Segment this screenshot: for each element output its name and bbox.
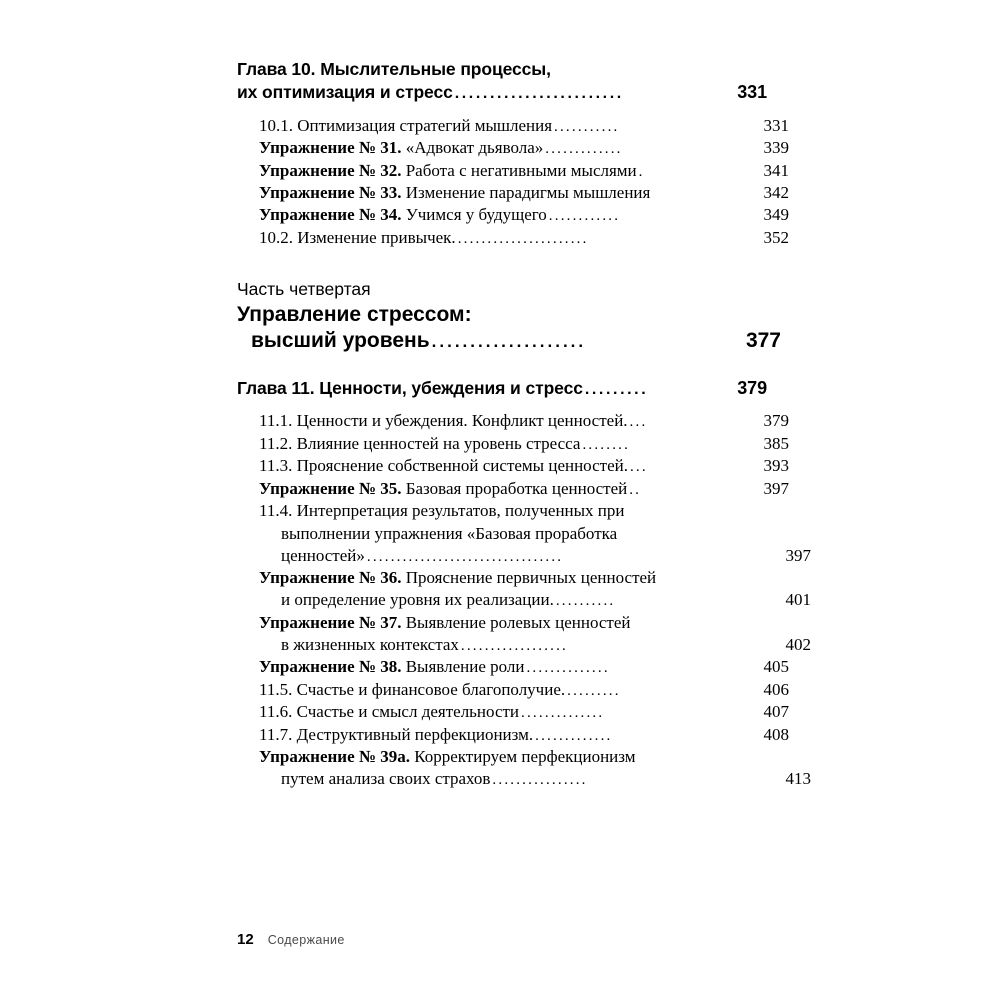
toc-entry-exercise-label: Упражнение № 31. xyxy=(259,138,402,158)
dot-leader: ........................ xyxy=(454,84,624,102)
toc-entry-label xyxy=(259,656,524,678)
toc-entry-page: 397 xyxy=(763,478,789,498)
toc-entry-exercise-label: Упражнение № 38. xyxy=(259,657,402,677)
chapter-11-entries xyxy=(237,410,811,790)
toc-entry-exercise-label: Упражнение № 34. xyxy=(259,205,402,225)
toc-entry-label: в жизненных контекстах xyxy=(281,634,459,654)
toc-entry-label: 11.4. Интерпретация результатов, полученных при xyxy=(259,501,625,521)
dot-leader: .. xyxy=(629,481,642,498)
toc-entry[interactable] xyxy=(237,455,789,478)
toc-entry-label xyxy=(259,478,627,500)
footer-section-label: Содержание xyxy=(267,933,345,947)
chapter-11-page: 379 xyxy=(737,377,767,398)
chapter-11-heading xyxy=(237,377,767,401)
toc-entry[interactable] xyxy=(237,433,789,456)
toc-entry[interactable] xyxy=(237,746,789,768)
toc-entry-label xyxy=(259,567,656,589)
part-four-page: 377 xyxy=(745,329,781,353)
dot-leader: ......... xyxy=(567,682,621,699)
toc-entry-text: Корректируем перфекционизм xyxy=(409,747,636,767)
toc-entry-text: Базовая проработка ценностей xyxy=(401,478,628,498)
toc-entry-label: выполнении упражнения «Базовая проработка xyxy=(281,523,618,543)
toc-entry-text: Учимся у будущего xyxy=(401,205,547,225)
part-four-title-text: высший уровень xyxy=(251,329,430,353)
toc-entry-label xyxy=(259,612,631,634)
toc-entry-page: 402 xyxy=(785,634,811,654)
toc-entry[interactable] xyxy=(237,701,789,724)
toc-entry-page: 339 xyxy=(763,138,789,158)
toc-entry-exercise-label: Упражнение № 37. xyxy=(259,612,402,632)
page-footer xyxy=(237,931,345,948)
dot-leader: ................................. xyxy=(366,548,564,565)
toc-entry[interactable] xyxy=(237,656,789,679)
chapter-11-title: Глава 11. Ценности, убеждения и стресс xyxy=(237,377,583,398)
dot-leader: ............. xyxy=(535,727,613,744)
dot-leader: .......... xyxy=(555,593,616,610)
toc-entry-page: 397 xyxy=(785,545,811,565)
dot-leader: .............. xyxy=(521,705,605,722)
table-of-contents xyxy=(237,58,811,791)
dot-leader: ............ xyxy=(548,208,621,225)
toc-entry[interactable] xyxy=(237,567,789,589)
part-four-title-line1: Управление стрессом: xyxy=(237,303,472,327)
toc-entry-text: Прояснение первичных ценностей xyxy=(401,568,657,588)
toc-entry-page: 413 xyxy=(785,769,811,789)
toc-entry-label: 11.3. Прояснение собственной системы ценностей. xyxy=(259,456,628,476)
toc-entry[interactable] xyxy=(237,137,789,160)
dot-leader: .................. xyxy=(460,637,568,654)
dot-leader: .............. xyxy=(526,660,610,677)
toc-entry-exercise-label: Упражнение № 32. xyxy=(259,160,402,180)
footer-page-number: 12 xyxy=(237,931,254,948)
dot-leader: ........ xyxy=(582,436,631,453)
toc-entry[interactable] xyxy=(237,523,811,545)
toc-entry-exercise-label: Упражнение № 36. xyxy=(259,568,402,588)
dot-leader: . xyxy=(638,163,645,180)
toc-entry[interactable] xyxy=(237,724,789,747)
toc-entry[interactable] xyxy=(237,612,789,634)
toc-entry-label xyxy=(259,204,547,226)
toc-entry-page: 393 xyxy=(763,456,789,476)
toc-entry-label: ценностей» xyxy=(281,545,365,565)
toc-entry-label xyxy=(259,182,650,204)
toc-entry-page: 407 xyxy=(763,702,789,722)
toc-entry-page: 406 xyxy=(763,679,789,699)
toc-entry-label xyxy=(259,746,636,768)
toc-entry[interactable] xyxy=(237,204,789,227)
toc-entry-text: Выявление ролевых ценностей xyxy=(401,612,631,632)
toc-entry-label: 11.2. Влияние ценностей на уровень стресса xyxy=(259,433,581,453)
toc-entry[interactable] xyxy=(237,410,789,433)
toc-entry-text: Изменение парадигмы мышления xyxy=(401,183,651,203)
toc-entry[interactable] xyxy=(237,768,811,791)
toc-entry[interactable] xyxy=(237,634,811,657)
dot-leader: ........... xyxy=(554,118,620,135)
toc-entry-page: 408 xyxy=(763,724,789,744)
chapter-10-heading-line1 xyxy=(237,58,767,81)
toc-entry-exercise-label: Упражнение № 39а. xyxy=(259,747,410,767)
toc-entry[interactable] xyxy=(237,589,811,612)
dot-leader: ......... xyxy=(584,380,649,398)
dot-leader: ...................... xyxy=(457,230,589,247)
dot-leader: ... xyxy=(629,414,648,431)
chapter-10-page: 331 xyxy=(737,81,767,102)
toc-entry-label: 10.2. Изменение привычек. xyxy=(259,227,456,247)
toc-entry-label: 10.1. Оптимизация стратегий мышления xyxy=(259,115,553,135)
toc-entry-label: 11.5. Счастье и финансовое благополучие. xyxy=(259,679,566,699)
toc-entry-label: и определение уровня их реализации. xyxy=(281,590,554,610)
toc-entry-page: 385 xyxy=(763,433,789,453)
toc-entry[interactable] xyxy=(237,679,789,702)
toc-entry[interactable] xyxy=(237,160,789,183)
dot-leader: .................... xyxy=(431,332,587,352)
chapter-10-heading-line2 xyxy=(237,81,767,105)
toc-entry[interactable] xyxy=(237,478,789,501)
toc-entry-page: 341 xyxy=(763,160,789,180)
toc-entry-page: 331 xyxy=(763,115,789,135)
toc-entry-label xyxy=(259,160,637,182)
toc-entry-text: Выявление роли xyxy=(401,657,525,677)
toc-entry-label: 11.1. Ценности и убеждения. Конфликт ценностей. xyxy=(259,411,628,431)
toc-entry-exercise-label: Упражнение № 33. xyxy=(259,183,402,203)
dot-leader: ... xyxy=(629,459,648,476)
toc-entry-label: путем анализа своих страхов xyxy=(281,769,491,789)
toc-entry[interactable] xyxy=(237,227,789,250)
toc-entry-page: 379 xyxy=(763,411,789,431)
dot-leader: ............. xyxy=(545,141,623,158)
chapter-10-title-part1: Глава 10. Мыслительные процессы, xyxy=(237,59,551,79)
toc-entry[interactable] xyxy=(237,500,789,522)
toc-entry-page: 349 xyxy=(763,205,789,225)
toc-entry-page: 342 xyxy=(763,183,789,203)
toc-entry-page: 352 xyxy=(763,227,789,247)
chapter-10-entries xyxy=(237,115,789,250)
toc-entry[interactable] xyxy=(237,115,789,138)
part-four-label: Часть четвертая xyxy=(237,279,371,300)
dot-leader: ................ xyxy=(492,772,588,789)
toc-entry[interactable] xyxy=(237,545,811,568)
toc-entry-page: 401 xyxy=(785,590,811,610)
toc-entry-label: 11.6. Счастье и смысл деятельности xyxy=(259,702,520,722)
part-four-title-line2 xyxy=(237,328,781,354)
toc-entry[interactable] xyxy=(237,182,789,204)
toc-entry-text: Работа с негативными мыслями xyxy=(401,160,637,180)
chapter-10-title-part2: их оптимизация и стресс xyxy=(237,81,453,102)
toc-entry-label: 11.7. Деструктивный перфекционизм. xyxy=(259,724,534,744)
toc-entry-page: 405 xyxy=(763,657,789,677)
toc-entry-exercise-label: Упражнение № 35. xyxy=(259,478,402,498)
toc-entry-text: «Адвокат дьявола» xyxy=(401,138,544,158)
toc-entry-label xyxy=(259,137,543,159)
